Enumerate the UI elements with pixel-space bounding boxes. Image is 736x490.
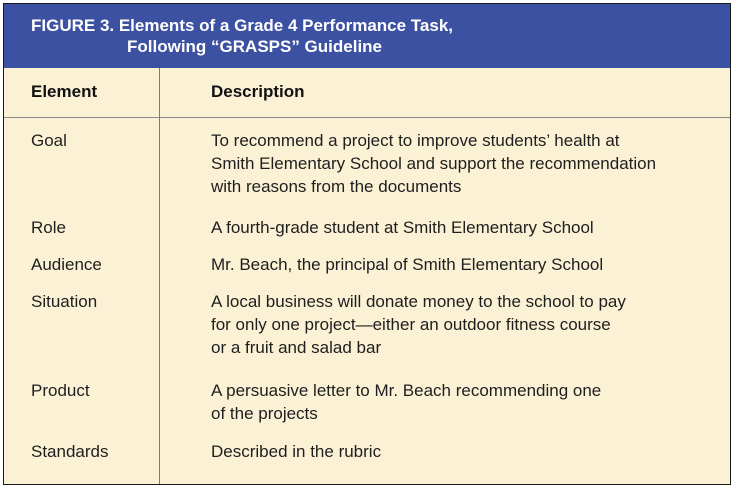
description-line: for only one project—either an outdoor fitness course [211,315,611,334]
element-cell: Role [31,218,66,237]
element-cell: Standards [31,442,109,461]
element-cell: Goal [31,131,67,150]
description-line: Smith Elementary School and support the recommendation [211,154,657,173]
column-divider [159,68,160,485]
column-header-element: Element [31,82,98,101]
description-line: or a fruit and salad bar [211,338,382,357]
column-header-description: Description [211,82,305,101]
element-cell: Audience [31,255,102,274]
description-cell [211,253,603,276]
description-cell [211,129,656,198]
element-cell: Situation [31,292,98,311]
figure-title [4,4,730,68]
description-line: A persuasive letter to Mr. Beach recommending one [211,381,602,400]
table-header-row [4,68,730,118]
description-line: To recommend a project to improve students’ health at [211,131,620,150]
description-cell [211,290,626,359]
description-line: of the projects [211,404,318,423]
description-line: with reasons from the documents [211,177,462,196]
figure-title-line-2: Following “GRASPS” Guideline [127,37,383,56]
description-cell [211,379,601,425]
description-line: A fourth-grade student at Smith Elementary School [211,218,594,237]
figure-table [3,3,731,485]
description-cell [211,440,381,463]
description-line: A local business will donate money to the school to pay [211,292,626,311]
description-cell [211,216,594,239]
element-cell: Product [31,381,90,400]
description-line: Mr. Beach, the principal of Smith Elementary School [211,255,604,274]
figure-title-line-1: FIGURE 3. Elements of a Grade 4 Performance Task, [31,16,454,35]
description-line: Described in the rubric [211,442,382,461]
